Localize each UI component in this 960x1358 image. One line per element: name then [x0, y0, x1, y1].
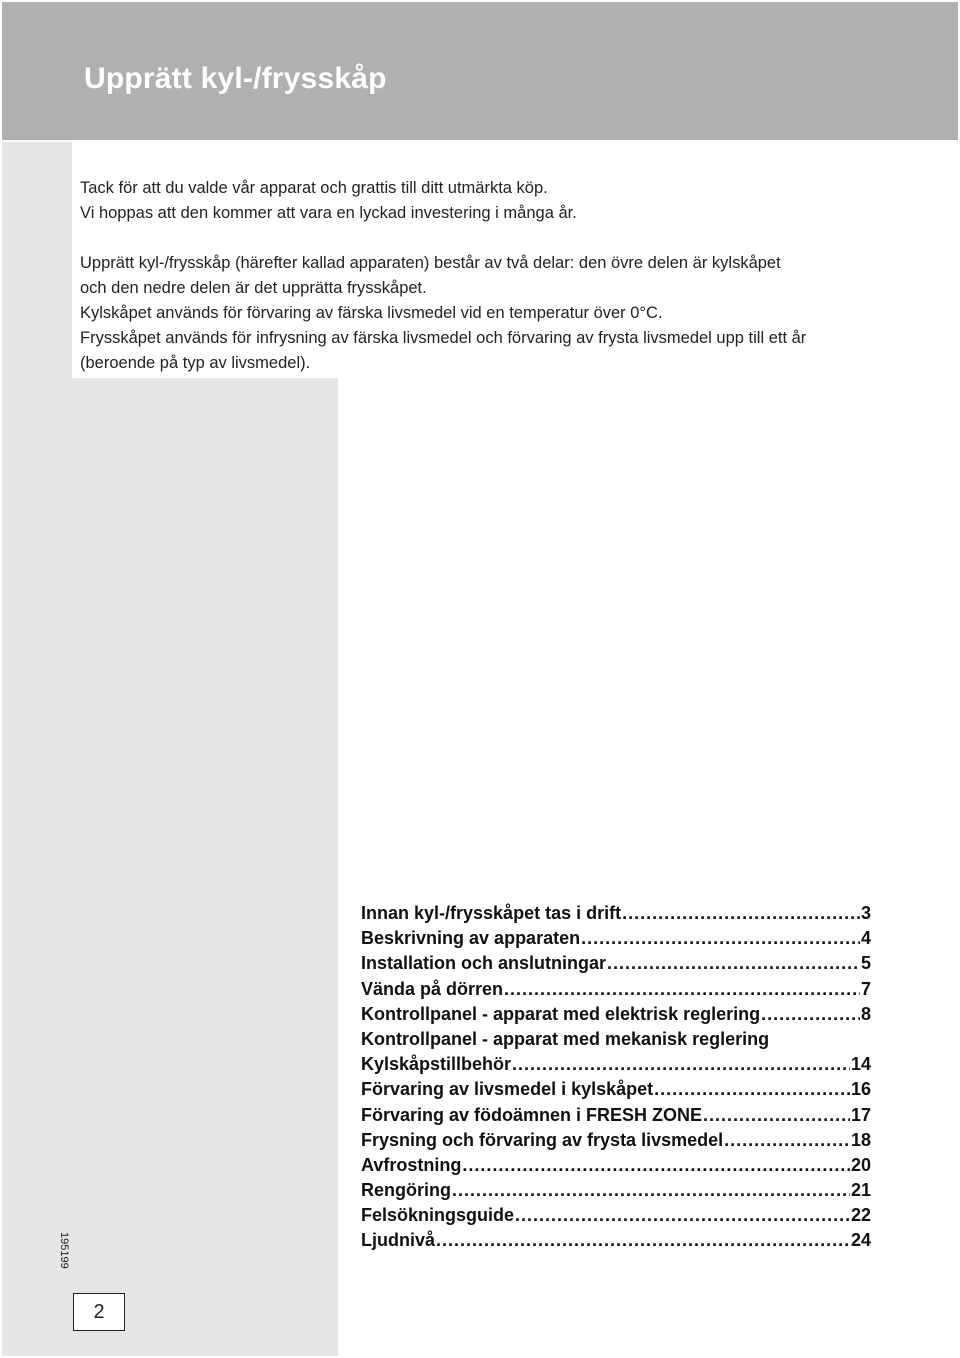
toc-item-page: 17	[850, 1104, 871, 1125]
toc-item[interactable]	[361, 1155, 871, 1180]
toc-item-page: 14	[850, 1054, 871, 1075]
toc-item-page: 22	[850, 1205, 871, 1226]
toc-item-title: Avfrostning	[361, 1154, 462, 1175]
toc-item[interactable]	[361, 1079, 871, 1104]
toc-item[interactable]	[361, 979, 871, 1004]
intro-line: Kylskåpet används för förvaring av färska livsmedel vid en temperatur över 0°C.	[80, 304, 663, 322]
toc-item[interactable]	[361, 903, 871, 928]
toc-item-title: Beskrivning av apparaten	[361, 928, 581, 949]
document-code: 195199	[58, 1232, 70, 1269]
toc-item-title: Förvaring av livsmedel i kylskåpet	[361, 1079, 654, 1100]
toc-item[interactable]	[361, 1029, 871, 1054]
toc-item[interactable]	[361, 1205, 871, 1230]
toc-item-title: Förvaring av födoämnen i FRESH ZONE	[361, 1104, 703, 1125]
toc-item-page: 3	[860, 903, 871, 923]
toc-item-title: Kylskåpstillbehör	[361, 1054, 512, 1075]
toc-item-page: 5	[860, 953, 871, 974]
intro-line: Frysskåpet används för infrysning av färska livsmedel och förvaring av frysta livsmedel upp till ett år	[80, 329, 807, 347]
page-title: Upprätt kyl-/frysskåp	[84, 62, 387, 95]
toc-item-title: Kontrollpanel - apparat med elektrisk reglering	[361, 1003, 761, 1024]
toc-item-page: 20	[850, 1154, 871, 1175]
toc-item-title: Kontrollpanel - apparat med mekanisk reglering	[361, 1028, 770, 1049]
intro-line: (beroende på typ av livsmedel).	[80, 354, 311, 372]
toc-item-title: Installation och anslutningar	[361, 953, 607, 974]
toc-item[interactable]	[361, 1004, 871, 1029]
intro-line: Tack för att du valde vår apparat och grattis till ditt utmärkta köp.	[80, 179, 548, 197]
toc-item-page: 7	[860, 978, 871, 999]
toc-item-title: Frysning och förvaring av frysta livsmedel	[361, 1129, 724, 1150]
intro-line: Upprätt kyl-/frysskåp (härefter kallad apparaten) består av två delar: den övre delen är kylskåpet	[80, 254, 781, 272]
toc-item-page: 24	[850, 1230, 871, 1251]
toc-item[interactable]	[361, 1054, 871, 1079]
toc-item[interactable]	[361, 953, 871, 978]
toc-item-page: 16	[850, 1079, 871, 1100]
toc-item-page: 21	[850, 1180, 871, 1201]
table-of-contents	[361, 903, 871, 1256]
toc-item[interactable]	[361, 928, 871, 953]
toc-item-title: Felsökningsguide	[361, 1205, 515, 1226]
toc-item[interactable]	[361, 1130, 871, 1155]
toc-item[interactable]	[361, 1180, 871, 1205]
toc-item-title: Rengöring	[361, 1180, 451, 1201]
toc-item[interactable]	[361, 1105, 871, 1130]
toc-item-page: 18	[850, 1129, 871, 1150]
page-number: 2	[73, 1293, 125, 1331]
toc-item[interactable]	[361, 1230, 871, 1255]
header-bar	[2, 2, 958, 140]
toc-item-page: 4	[860, 928, 871, 949]
toc-item-title: Ljudnivå	[361, 1230, 436, 1251]
intro-line: Vi hoppas att den kommer att vara en lyckad investering i många år.	[80, 204, 577, 222]
intro-line: och den nedre delen är det upprätta frysskåpet.	[80, 279, 427, 297]
toc-item-page: 8	[860, 1003, 871, 1024]
toc-item-title: Vända på dörren	[361, 978, 504, 999]
toc-item-title: Innan kyl-/frysskåpet tas i drift	[361, 903, 622, 923]
intro-text	[80, 176, 940, 376]
